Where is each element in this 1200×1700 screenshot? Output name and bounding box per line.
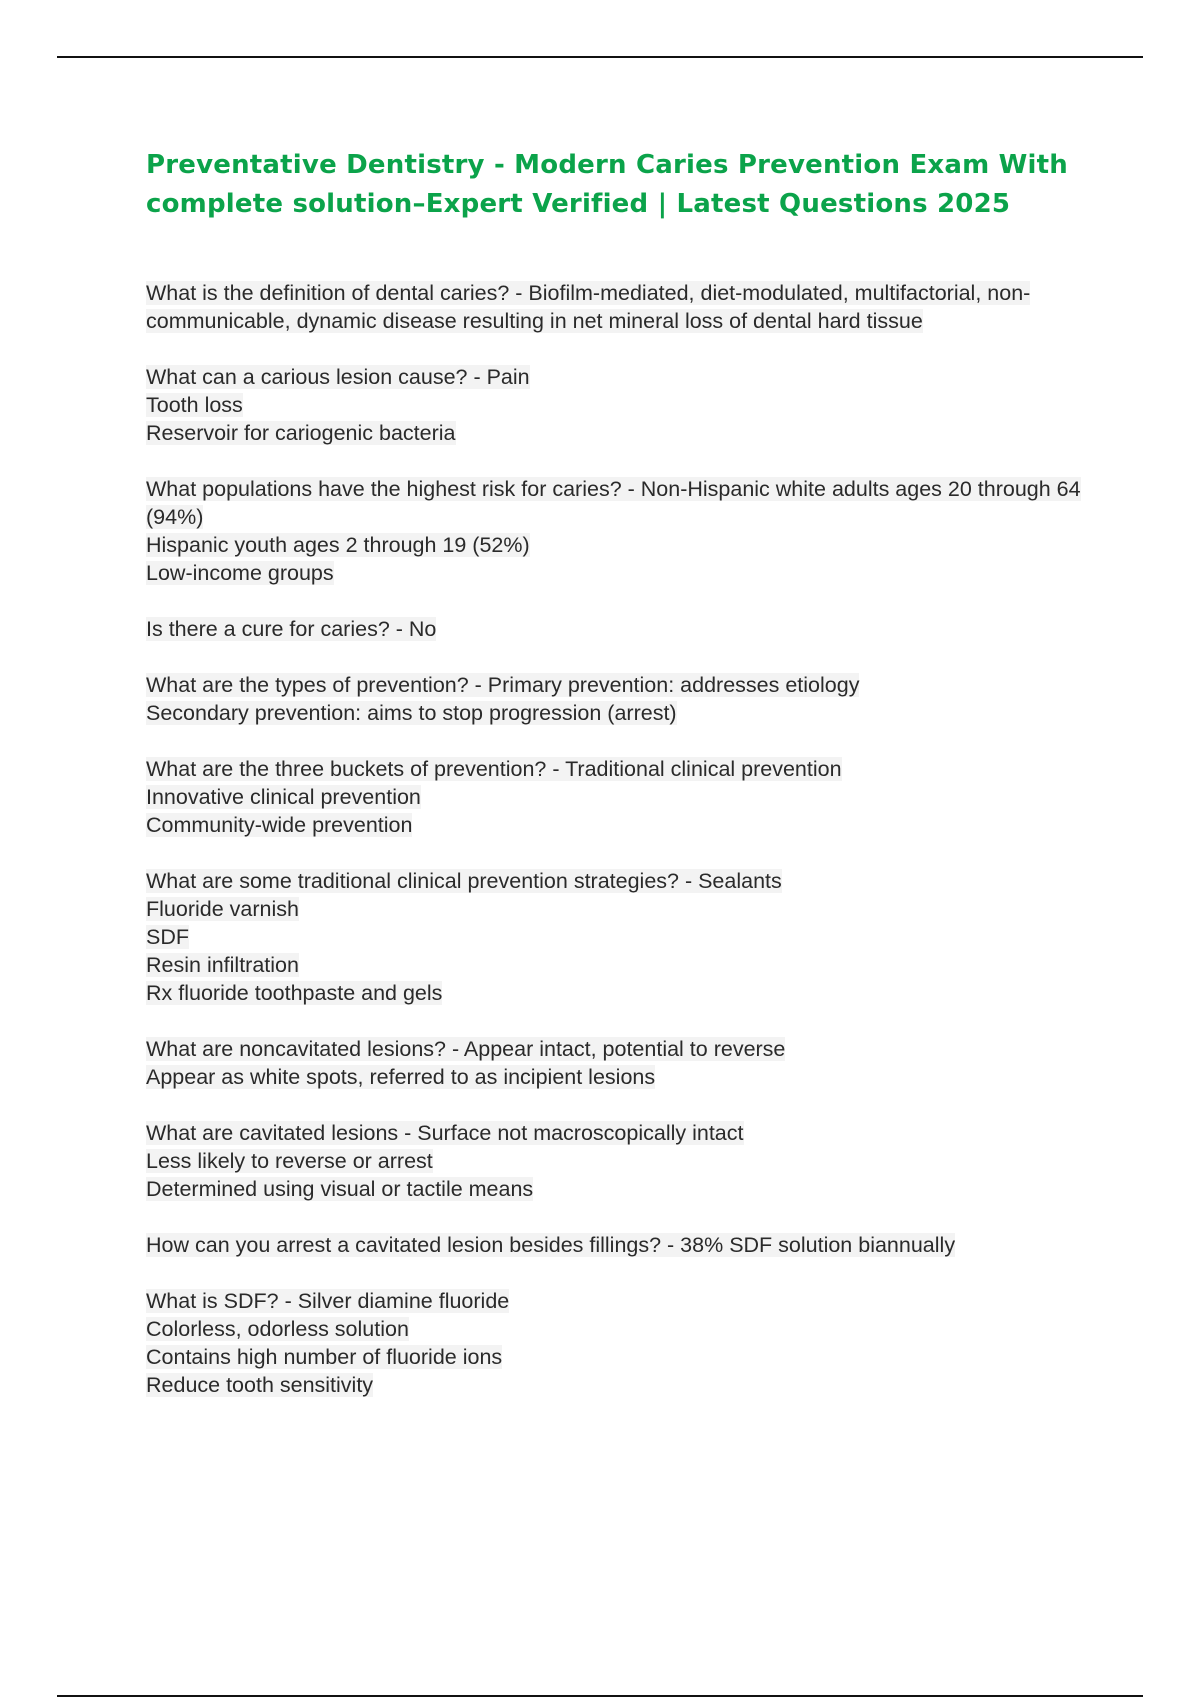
qa-item-populations	[146, 475, 1106, 587]
qa-item-sdf	[146, 1287, 1106, 1399]
qa-line: Low-income groups	[146, 561, 334, 585]
qa-line: Determined using visual or tactile means	[146, 1177, 534, 1201]
qa-line: Contains high number of fluoride ions	[146, 1345, 503, 1369]
qa-line: Fluoride varnish	[146, 897, 299, 921]
bottom-rule	[57, 1695, 1143, 1697]
qa-line: What are some traditional clinical prevention strategies? - Sealants	[146, 869, 782, 893]
qa-list	[146, 279, 1106, 1399]
qa-item-cavitated-lesions	[146, 1119, 1106, 1203]
qa-line: What are noncavitated lesions? - Appear intact, potential to reverse	[146, 1037, 786, 1061]
qa-item-arrest-cavitated	[146, 1231, 1106, 1259]
qa-line: Community-wide prevention	[146, 813, 413, 837]
qa-line: What is the definition of dental caries? - Biofilm-mediated, diet-modulated, multifactorial, non-communicable, dynamic disease resulting in net mineral loss of dental hard tissue	[146, 281, 1031, 333]
qa-item-cure	[146, 615, 1106, 643]
qa-line: Is there a cure for caries? - No	[146, 617, 437, 641]
qa-line: Reduce tooth sensitivity	[146, 1373, 374, 1397]
qa-line: Colorless, odorless solution	[146, 1317, 409, 1341]
qa-line: Tooth loss	[146, 393, 243, 417]
qa-line: What are the types of prevention? - Primary prevention: addresses etiology	[146, 673, 860, 697]
document-body	[146, 146, 1106, 1427]
qa-line: What can a carious lesion cause? - Pain	[146, 365, 530, 389]
qa-item-three-buckets	[146, 755, 1106, 839]
qa-line: Hispanic youth ages 2 through 19 (52%)	[146, 533, 530, 557]
qa-item-types-of-prevention	[146, 671, 1106, 727]
qa-line: What populations have the highest risk for caries? - Non-Hispanic white adults ages 20 through 64 (94%)	[146, 477, 1081, 529]
qa-line: What are the three buckets of prevention? - Traditional clinical prevention	[146, 757, 842, 781]
qa-item-definition	[146, 279, 1106, 335]
qa-line: What is SDF? - Silver diamine fluoride	[146, 1289, 510, 1313]
qa-line: SDF	[146, 925, 189, 949]
qa-line: Less likely to reverse or arrest	[146, 1149, 433, 1173]
qa-item-noncavitated-lesions	[146, 1035, 1106, 1091]
qa-item-traditional-strategies	[146, 867, 1106, 1007]
top-rule	[57, 56, 1143, 58]
qa-line: Rx fluoride toothpaste and gels	[146, 981, 443, 1005]
qa-line: What are cavitated lesions - Surface not macroscopically intact	[146, 1121, 744, 1145]
qa-line: Innovative clinical prevention	[146, 785, 421, 809]
qa-line: Secondary prevention: aims to stop progression (arrest)	[146, 701, 677, 725]
qa-line: Resin infiltration	[146, 953, 299, 977]
qa-line: Appear as white spots, referred to as incipient lesions	[146, 1065, 656, 1089]
qa-line: Reservoir for cariogenic bacteria	[146, 421, 456, 445]
qa-line: How can you arrest a cavitated lesion besides fillings? - 38% SDF solution biannually	[146, 1233, 956, 1257]
qa-item-carious-lesion	[146, 363, 1106, 447]
document-title: Preventative Dentistry - Modern Caries Prevention Exam With complete solution–Expert Verified | Latest Questions 2025	[146, 150, 1068, 219]
